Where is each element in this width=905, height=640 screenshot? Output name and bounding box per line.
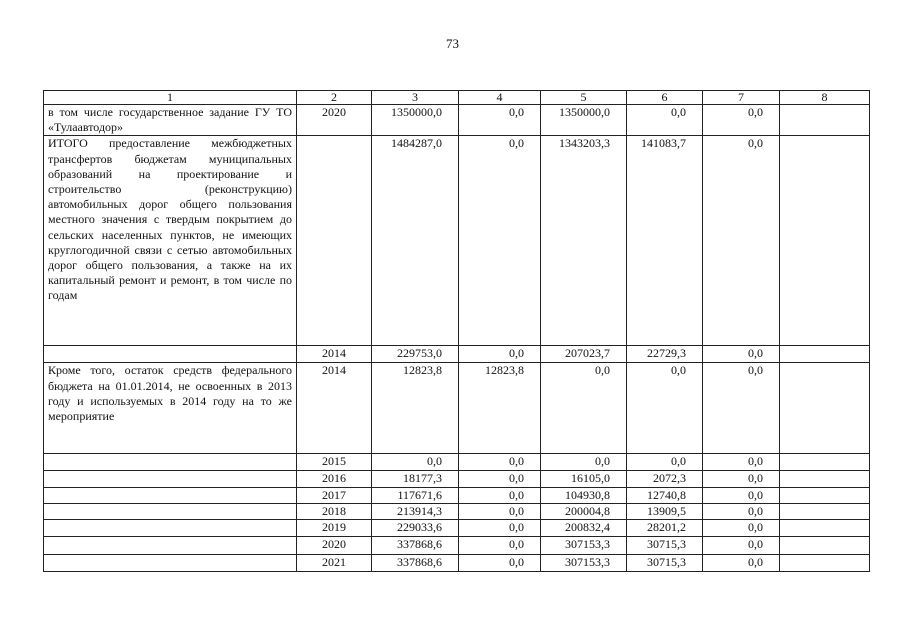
value-cell: 30715,3 <box>627 555 703 572</box>
column-header: 1 <box>44 91 297 105</box>
year-cell: 2019 <box>297 520 372 537</box>
year-cell: 2016 <box>297 471 372 487</box>
row-label <box>44 520 297 537</box>
note-cell <box>780 136 870 346</box>
year-cell: 2014 <box>297 346 372 363</box>
row-label <box>44 487 297 503</box>
column-header: 5 <box>541 91 627 105</box>
note-cell <box>780 520 870 537</box>
column-header: 6 <box>627 91 703 105</box>
row-label <box>44 537 297 555</box>
value-cell: 0,0 <box>703 471 780 487</box>
value-cell: 0,0 <box>459 105 541 136</box>
note-cell <box>780 471 870 487</box>
value-cell: 337868,6 <box>372 537 459 555</box>
value-cell: 22729,3 <box>627 346 703 363</box>
value-cell: 141083,7 <box>627 136 703 346</box>
note-cell <box>780 555 870 572</box>
value-cell: 229753,0 <box>372 346 459 363</box>
row-label <box>44 555 297 572</box>
value-cell: 229033,6 <box>372 520 459 537</box>
table-row <box>44 363 870 454</box>
value-cell: 0,0 <box>372 454 459 471</box>
year-cell: 2014 <box>297 363 372 454</box>
note-cell <box>780 503 870 519</box>
table-row <box>44 487 870 503</box>
value-cell: 0,0 <box>459 487 541 503</box>
value-cell: 12823,8 <box>459 363 541 454</box>
value-cell: 0,0 <box>627 454 703 471</box>
value-cell: 0,0 <box>459 454 541 471</box>
value-cell: 0,0 <box>703 363 780 454</box>
value-cell: 18177,3 <box>372 471 459 487</box>
value-cell: 200832,4 <box>541 520 627 537</box>
table-header-row <box>44 91 870 105</box>
value-cell: 1484287,0 <box>372 136 459 346</box>
value-cell: 0,0 <box>627 363 703 454</box>
note-cell <box>780 487 870 503</box>
note-cell <box>780 105 870 136</box>
table-row <box>44 537 870 555</box>
value-cell: 0,0 <box>459 503 541 519</box>
value-cell: 0,0 <box>459 136 541 346</box>
column-header: 2 <box>297 91 372 105</box>
value-cell: 28201,2 <box>627 520 703 537</box>
column-header: 4 <box>459 91 541 105</box>
year-cell <box>297 136 372 346</box>
value-cell: 337868,6 <box>372 555 459 572</box>
note-cell <box>780 363 870 454</box>
year-cell: 2021 <box>297 555 372 572</box>
value-cell: 0,0 <box>541 454 627 471</box>
column-header: 3 <box>372 91 459 105</box>
note-cell <box>780 537 870 555</box>
note-cell <box>780 346 870 363</box>
value-cell: 0,0 <box>703 537 780 555</box>
column-header: 8 <box>780 91 870 105</box>
row-label: Кроме того, остаток средств федерального бюджета на 01.01.2014, не освоенных в 2013 году и используемых в 2014 году на то же мероприятие <box>44 363 297 454</box>
table-row <box>44 454 870 471</box>
value-cell: 0,0 <box>703 105 780 136</box>
value-cell: 0,0 <box>703 454 780 471</box>
row-label: ИТОГО предоставление межбюджетных трансфертов бюджетам муниципальных образований на проектирование и строительство (реконструкцию) автомобильных дорог общего пользования местного значения с твердым покрытием до сельских населенных пунктов, не имеющих круглогодичной связи с сетью автомобильных дорог общего пользования, а также на их капитальный ремонт и ремонт, в том числе по годам <box>44 136 297 346</box>
value-cell: 0,0 <box>459 471 541 487</box>
value-cell: 12740,8 <box>627 487 703 503</box>
value-cell: 104930,8 <box>541 487 627 503</box>
year-cell: 2020 <box>297 105 372 136</box>
table-row <box>44 520 870 537</box>
row-label <box>44 503 297 519</box>
value-cell: 0,0 <box>703 555 780 572</box>
table-row <box>44 471 870 487</box>
value-cell: 0,0 <box>703 503 780 519</box>
value-cell: 0,0 <box>541 363 627 454</box>
row-label <box>44 471 297 487</box>
value-cell: 13909,5 <box>627 503 703 519</box>
year-cell: 2015 <box>297 454 372 471</box>
value-cell: 207023,7 <box>541 346 627 363</box>
table-row <box>44 346 870 363</box>
value-cell: 213914,3 <box>372 503 459 519</box>
value-cell: 0,0 <box>459 555 541 572</box>
value-cell: 0,0 <box>703 520 780 537</box>
value-cell: 0,0 <box>459 520 541 537</box>
value-cell: 0,0 <box>459 346 541 363</box>
table-row <box>44 555 870 572</box>
value-cell: 16105,0 <box>541 471 627 487</box>
value-cell: 307153,3 <box>541 555 627 572</box>
value-cell: 0,0 <box>459 537 541 555</box>
value-cell: 0,0 <box>703 346 780 363</box>
table-row <box>44 136 870 346</box>
value-cell: 1350000,0 <box>541 105 627 136</box>
value-cell: 12823,8 <box>372 363 459 454</box>
year-cell: 2020 <box>297 537 372 555</box>
row-label: в том числе государственное задание ГУ ТО «Тулаавтодор» <box>44 105 297 136</box>
value-cell: 1350000,0 <box>372 105 459 136</box>
year-cell: 2018 <box>297 503 372 519</box>
note-cell <box>780 454 870 471</box>
value-cell: 0,0 <box>703 487 780 503</box>
row-label <box>44 454 297 471</box>
value-cell: 200004,8 <box>541 503 627 519</box>
column-header: 7 <box>703 91 780 105</box>
page-number: 73 <box>446 36 459 51</box>
value-cell: 1343203,3 <box>541 136 627 346</box>
year-cell: 2017 <box>297 487 372 503</box>
value-cell: 307153,3 <box>541 537 627 555</box>
budget-table <box>43 90 870 572</box>
value-cell: 30715,3 <box>627 537 703 555</box>
value-cell: 0,0 <box>627 105 703 136</box>
value-cell: 0,0 <box>703 136 780 346</box>
table-row <box>44 105 870 136</box>
table-row <box>44 503 870 519</box>
value-cell: 2072,3 <box>627 471 703 487</box>
row-label <box>44 346 297 363</box>
value-cell: 117671,6 <box>372 487 459 503</box>
